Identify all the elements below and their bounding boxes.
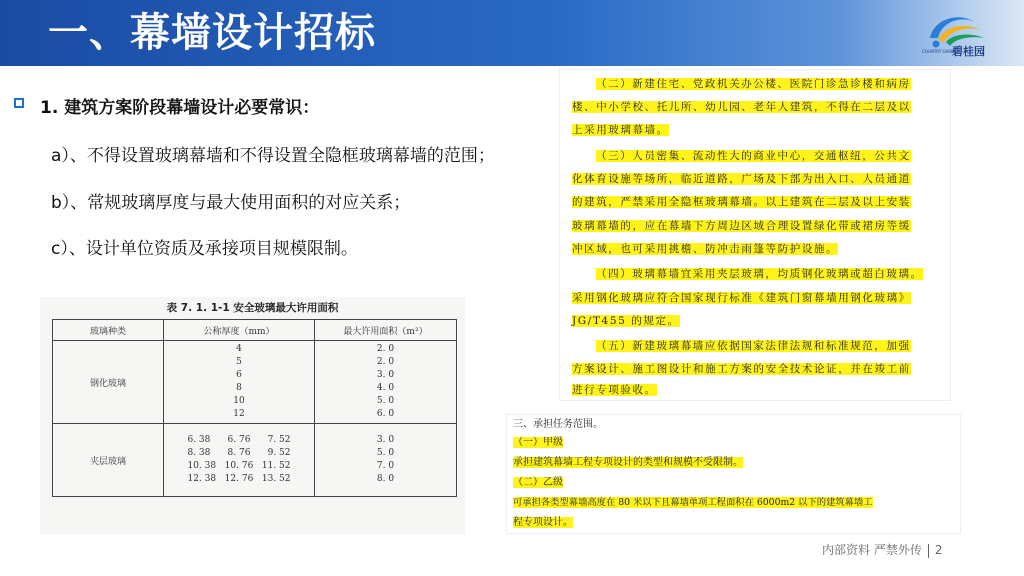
confidential-notice: 内部资料 严禁外传 bbox=[822, 543, 922, 557]
doc-line: （三）人员密集、流动性大的商业中心，交通枢纽，公共文 bbox=[596, 150, 911, 162]
doc-line: 采用钢化玻璃应符合国家现行标准《建筑门窗幕墙用钢化玻璃》 bbox=[572, 292, 911, 304]
doc-line: 进行专项验收。 bbox=[572, 384, 657, 396]
company-logo bbox=[920, 8, 992, 62]
table-header: 最大许用面积（m²） bbox=[315, 320, 457, 341]
thickness-cell: 6. 38 6. 76 7. 52 8. 38 8. 76 9. 52 10. 38 10. 76 11. 52 12. 38 12. 76 13. 52 bbox=[164, 424, 315, 497]
max-area-cell: 3. 0 5. 0 7. 0 8. 0 bbox=[315, 424, 457, 497]
footer bbox=[822, 541, 942, 558]
qualification-excerpt-image bbox=[507, 415, 960, 533]
thickness-cell: 4 5 6 8 10 12 bbox=[164, 341, 315, 424]
max-area-cell: 2. 0 2. 0 3. 0 4. 0 5. 0 6. 0 bbox=[315, 341, 457, 424]
title-banner bbox=[0, 0, 1024, 66]
doc-line: 玻璃幕墙的，应在幕墙下方周边区域合理设置绿化带或裙房等缓 bbox=[572, 220, 911, 232]
glass-area-table bbox=[52, 319, 457, 497]
table-row bbox=[53, 341, 457, 424]
doc-line: JG/T455 的规定。 bbox=[572, 315, 680, 327]
doc-line: （一）甲级 bbox=[513, 437, 563, 448]
glass-type-cell: 钢化玻璃 bbox=[53, 341, 164, 424]
doc-line: 冲区域，也可采用挑檐、防冲击雨篷等防护设施。 bbox=[572, 243, 839, 255]
doc-line: （二）乙级 bbox=[513, 477, 563, 488]
doc-line: 的建筑，严禁采用全隐框玻璃幕墙。以上建筑在二层及以上安装 bbox=[572, 196, 911, 208]
doc-line: （五）新建玻璃幕墙应依据国家法律法规和标准规范，加强 bbox=[596, 340, 911, 352]
table-caption: 表 7. 1. 1-1 安全玻璃最大许用面积 bbox=[166, 302, 339, 314]
doc-line: 三、承担任务范围。 bbox=[513, 419, 603, 430]
section-heading: 1. 建筑方案阶段幕墙设计必要常识： bbox=[40, 98, 320, 118]
doc-line: 楼、中小学校、托儿所、幼儿园、老年人建筑，不得在二层及以 bbox=[572, 101, 911, 113]
doc-line: （二）新建住宅、党政机关办公楼、医院门诊急诊楼和病房 bbox=[596, 78, 911, 90]
doc-line: （四）玻璃幕墙宜采用夹层玻璃，均质钢化玻璃或超白玻璃。 bbox=[596, 268, 923, 280]
doc-line: 方案设计、施工图设计和施工方案的安全技术论证，并在竣工前 bbox=[572, 363, 911, 375]
glass-area-table-image bbox=[40, 297, 465, 534]
doc-line: 程专项设计。 bbox=[513, 517, 573, 528]
slide-title: 一、幕墙设计招标 bbox=[48, 10, 376, 56]
table-header: 公称厚度（mm） bbox=[164, 320, 315, 341]
page-number: 2 bbox=[934, 543, 943, 557]
doc-line: 承担建筑幕墙工程专项设计的类型和规模不受限制。 bbox=[513, 457, 743, 468]
list-item-b: b）、常规玻璃厚度与最大使用面积的对应关系； bbox=[51, 193, 411, 213]
table-row bbox=[53, 424, 457, 497]
table-header: 玻璃种类 bbox=[53, 320, 164, 341]
logo-subtext: COUNTRY GARDEN bbox=[922, 49, 960, 54]
glass-type-cell: 夹层玻璃 bbox=[53, 424, 164, 497]
list-item-a: a）、不得设置玻璃幕墙和不得设置全隐框玻璃幕墙的范围； bbox=[51, 146, 495, 166]
doc-line: 可承担各类型幕墙高度在 80 米以下且幕墙单项工程面积在 6000m2 以下的建筑幕墙工 bbox=[513, 497, 873, 508]
footer-divider bbox=[928, 544, 929, 558]
doc-line: 上采用玻璃幕墙。 bbox=[572, 124, 669, 136]
list-item-c: c）、设计单位资质及承接项目规模限制。 bbox=[51, 239, 358, 259]
regulation-excerpt-image bbox=[560, 70, 950, 400]
doc-line: 化体育设施等场所，临近道路，广场及下部为出入口、人员通道 bbox=[572, 173, 911, 185]
square-bullet-icon bbox=[14, 98, 24, 108]
logo-brand-text: 碧桂园 bbox=[952, 45, 985, 58]
table-header-row bbox=[53, 320, 457, 341]
